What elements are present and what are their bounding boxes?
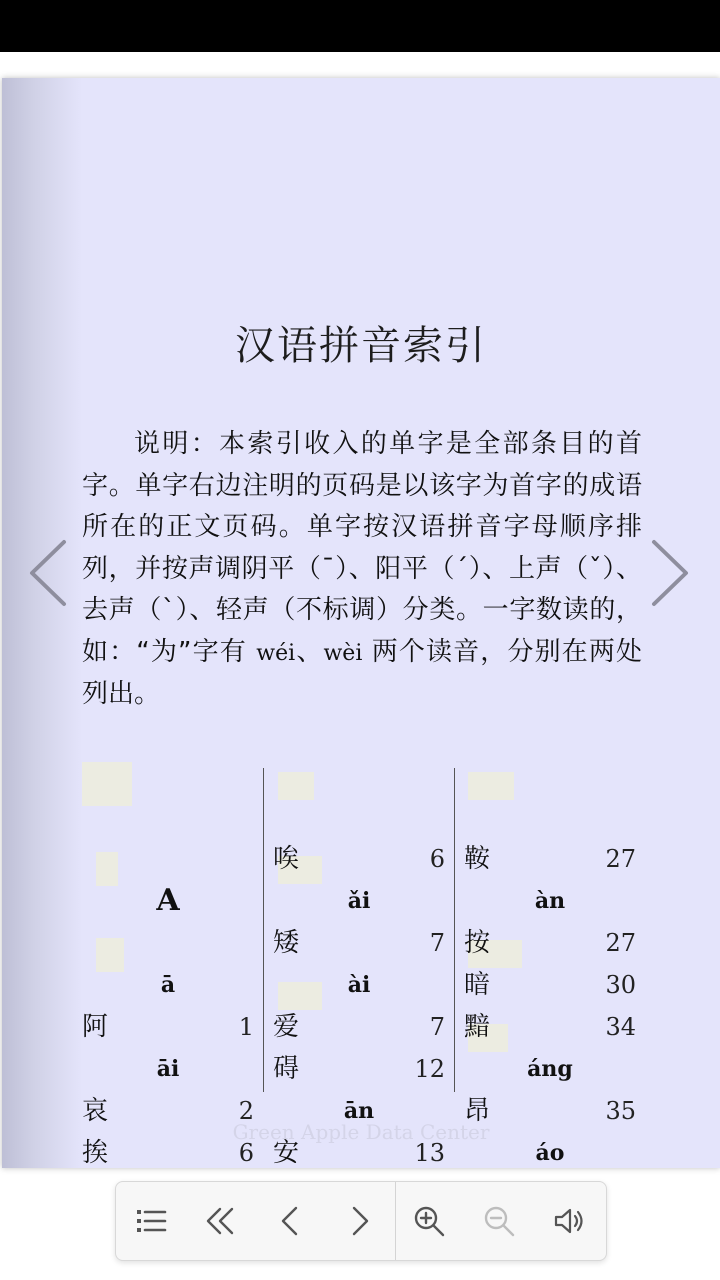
entry-character: 安 — [273, 1138, 300, 1168]
entry-page-number: 6 — [238, 1139, 254, 1167]
entry-page-number: 34 — [605, 1013, 636, 1041]
entry-character: 暗 — [464, 970, 491, 1000]
entry-page-number: 12 — [414, 1055, 445, 1083]
entry-page-number: 7 — [429, 929, 445, 957]
toolbar-divider — [395, 1182, 396, 1260]
zoom-in-icon — [411, 1203, 447, 1239]
index-entry[interactable] — [82, 1006, 254, 1048]
speaker-icon — [551, 1203, 587, 1239]
entry-page-number: 30 — [605, 971, 636, 999]
chevron-right-icon — [648, 538, 692, 608]
pinyin-label: áo — [535, 1140, 565, 1166]
list-icon — [133, 1203, 169, 1239]
first-page-button[interactable] — [195, 1196, 245, 1246]
reader-toolbar — [115, 1181, 607, 1261]
entry-page-number: 27 — [605, 845, 636, 873]
pinyin-label: ān — [343, 1098, 375, 1124]
index-entry[interactable] — [273, 922, 445, 964]
index-entry[interactable] — [464, 838, 636, 880]
chevron-left-icon — [26, 538, 70, 608]
index-entry[interactable] — [464, 964, 636, 1006]
index-entry[interactable] — [464, 922, 636, 964]
index-column-1 — [82, 762, 254, 1168]
read-aloud-button[interactable] — [544, 1196, 594, 1246]
chevron-right-icon — [342, 1203, 378, 1239]
pinyin-heading — [82, 964, 254, 1006]
page-title: 汉语拼音索引 — [235, 323, 487, 369]
pinyin-label: ǎi — [347, 888, 371, 914]
entry-character: 唉 — [273, 844, 300, 874]
entry-character: 按 — [464, 928, 491, 958]
next-page-arrow[interactable] — [648, 538, 692, 608]
entry-character: 哀 — [82, 1096, 109, 1126]
entry-character: 矮 — [273, 928, 300, 958]
index-entry[interactable] — [273, 1048, 445, 1090]
entry-page-number: 2 — [238, 1097, 254, 1125]
pinyin-label: āi — [156, 1056, 180, 1082]
entry-character: 阿 — [82, 1012, 109, 1042]
book-page[interactable] — [2, 78, 720, 1168]
entry-page-number: 7 — [429, 1013, 445, 1041]
entry-page-number: 35 — [605, 1097, 636, 1125]
description-text: 说明：本索引收入的单字是全部条目的首字。单字右边注明的页码是以该字为首字的成语所在的正文页码。单字按汉语拼音字母顺序排列，并按声调阴平（ˉ）、阳平（ˊ）、上声（ˇ）、去声（ˋ）、轻声（不标调）分类。一字数读的，如：“为”字有 — [82, 429, 642, 667]
entry-character: 挨 — [82, 1138, 109, 1168]
description-paragraph — [82, 424, 642, 716]
next-page-button[interactable] — [335, 1196, 385, 1246]
pinyin-heading — [273, 964, 445, 1006]
chevron-left-icon — [272, 1203, 308, 1239]
zoom-out-icon — [481, 1203, 517, 1239]
letter-a: A — [156, 883, 180, 918]
pinyin-wei2: wéi — [256, 640, 296, 666]
pinyin-label: ài — [347, 972, 371, 998]
double-chevron-left-icon — [202, 1203, 238, 1239]
description-text-end: 两个读音，分别在两处列出。 — [82, 636, 642, 709]
status-bar — [0, 0, 720, 52]
entry-character: 昂 — [464, 1096, 491, 1126]
pinyin-label: àn — [534, 888, 566, 914]
column-divider — [454, 768, 455, 1092]
entry-page-number: 27 — [605, 929, 636, 957]
entry-page-number: 6 — [429, 845, 445, 873]
pinyin-wei4: wèi — [323, 640, 363, 666]
index-letter-heading — [82, 880, 254, 922]
table-of-contents-button[interactable] — [126, 1196, 176, 1246]
previous-page-button[interactable] — [265, 1196, 315, 1246]
entry-character: 碍 — [273, 1054, 300, 1084]
pinyin-heading — [464, 880, 636, 922]
zoom-out-button[interactable] — [474, 1196, 524, 1246]
page-curl-shadow — [2, 78, 82, 1168]
index-entry[interactable] — [273, 838, 445, 880]
previous-page-arrow[interactable] — [26, 538, 70, 608]
index-entry[interactable] — [464, 1006, 636, 1048]
index-entry[interactable] — [273, 1006, 445, 1048]
zoom-in-button[interactable] — [404, 1196, 454, 1246]
entry-page-number: 13 — [414, 1139, 445, 1167]
pinyin-heading — [273, 880, 445, 922]
column-divider — [263, 768, 264, 1092]
pinyin-label: áng — [527, 1056, 573, 1082]
pinyin-heading — [82, 1048, 254, 1090]
entry-page-number: 1 — [238, 1013, 254, 1041]
entry-character: 鞍 — [464, 844, 491, 874]
pinyin-label: ā — [160, 972, 176, 998]
entry-character: 爱 — [273, 1012, 300, 1042]
description-separator: 、 — [295, 636, 324, 667]
pinyin-heading — [464, 1048, 636, 1090]
entry-character: 黯 — [464, 1012, 491, 1042]
index-column-3 — [464, 762, 636, 1166]
watermark: Green Apple Data Center — [232, 1120, 490, 1144]
